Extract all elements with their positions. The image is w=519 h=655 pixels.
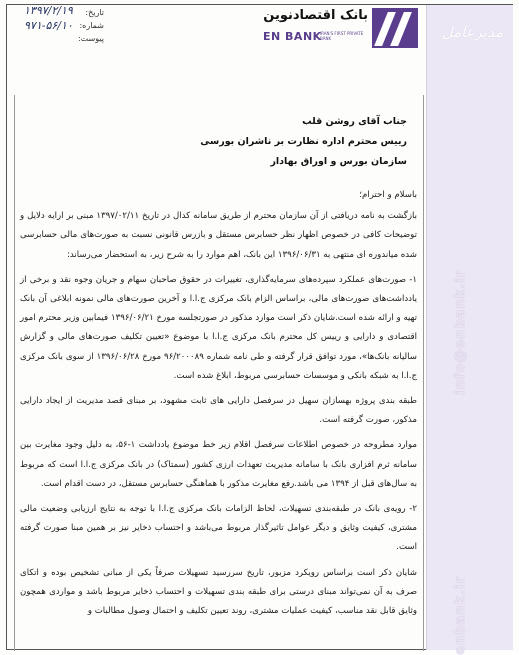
- body-paragraph: بازگشت به نامه دریافتی از آن سازمان محترم از طریق سامانه کدال در تاریخ ۱۳۹۷/۰۲/۱۱ مبنی بر ارایه دلایل و توضیحات کافی در خصوص اظهار نظر حسابرس مستقل و بازرس قانونی نسبت به صورت‌های مالی حسابرسی شده میاندوره ای منتهی به ۱۳۹۶/۰۶/۳۱ این بانک، اهم موارد را به شرح زیر، به استحضار می‌رساند:: [20, 211, 417, 260]
- addressee-org: سازمان بورس و اوراق بهادار: [270, 156, 407, 167]
- addressee-name: جناب آقای روشن قلب: [302, 116, 407, 127]
- body-paragraph: ۲- رویه‌ی بانک در طبقه‌بندی تسهیلات، لحاظ الزامات بانک مرکزی ج.ا.ا با توجه به نتایج ارزیابی وضعیت مالی مشتری، کیفیت وثایق و دیگر عوامل تاثیرگذار مربوط می‌باشد و احتساب ذخایر نیز بر همین مبنا صورت گرفته است.: [20, 504, 417, 553]
- sidebar-email: info@enbank.ir: [453, 269, 468, 395]
- date-label: تاریخ:: [85, 8, 104, 17]
- sidebar-title: مدیرعامل: [441, 23, 503, 41]
- addressee-title: رییس محترم اداره نظارت بر ناشران بورسی: [200, 136, 407, 147]
- addressee: [47, 112, 407, 172]
- body-paragraph: شایان ذکر است براساس رویکرد مزبور، تاریخ سررسید تسهیلات صرفاً یکی از مبانی تشخیص بوده و اتکای صرف به آن نمی‌تواند مبنای درستی برای طبقه بندی تسهیلات و احتساب ذخایر مربوط باشد و مواردی همچون وثایق قابل نقد مناسب، کیفیت عملیات مشتری، روند تعیین تکلیف و احتمال وصول مطالبات و: [20, 567, 417, 617]
- bank-logo-icon: [372, 8, 418, 48]
- bank-name-fa: بانک اقتصادنوین: [263, 8, 368, 23]
- letter-body: [20, 186, 417, 627]
- letter-meta: [14, 6, 104, 45]
- body-paragraph: موارد مطروحه در خصوص اطلاعات سرفصل اقلام زیر خط موضوع یادداشت ۱-۵۶، به دلیل وجود مغایرت بین سامانه ثرم افزاری بانک با سامانه مدیریت تعهدات ارزی کشور (سمتاک) در بانک مرکزی ج.ا.ا است که مربوط به سال‌های قبل از ۱۳۹۴ می باشد.رفع مغایرت مذکور با هماهنگی حسابرس مستقل، در دست اقدام است.: [20, 440, 417, 489]
- number-label: شماره:: [79, 21, 104, 30]
- bank-tagline: IRAN'S FIRST PRIVATE BANK: [320, 31, 364, 41]
- body-paragraph: ۱- صورت‌های عملکرد سپرده‌های سرمایه‌گذاری، تغییرات در حقوق صاحبان سهام و جریان وجوه نقد و برخی از یادداشت‌های صورت‌های مالی، براساس الزام بانک مرکزی ج.ا.ا و آخرین صورت‌های مالی نمونه ابلاغی آن بانک تهیه و ارائه شده است.شایان ذکر است موارد مذکور در صورتجلسه مورخ ۱۳۹۶/۰۶/۲۱ فیمابین وزیر محترم امور اقتصادی و دارایی و رییس کل محترم بانک مرکزی ج.ا.ا با موضوع «تعیین تکلیف صورت‌های مالی و گزارش سالیانه بانک‌ها»، مورد توافق قرار گرفته و طی نامه شماره ۹۶/۲۰۰۰۸۹ مورخ ۱۳۹۶/۰۶/۲۸ از سوی بانک مرکزی ج.ا.ا به شبکه بانکی و موسسات حسابرسی مربوط، ابلاغ شده است.: [20, 274, 418, 381]
- date-value: ۱۳۹۷/۲/۱۹: [24, 4, 73, 17]
- sidebar-website: enbank.ir: [453, 576, 468, 655]
- sidebar-band: [426, 5, 513, 655]
- attachment-label: پیوست:: [77, 34, 104, 43]
- bank-name-en: EN BANK: [263, 30, 322, 43]
- salutation: باسلام و احترام؛: [359, 190, 417, 200]
- body-paragraph: طبقه بندی پروژه بهسازان سهیل در سرفصل دارایی های ثابت مشهود، بر مبنای قصد مدیریت از ایجاد دارایی مذکور، صورت گرفته است.: [20, 396, 417, 426]
- number-value: ۹۷۱-۵۶/۱۰: [24, 19, 73, 32]
